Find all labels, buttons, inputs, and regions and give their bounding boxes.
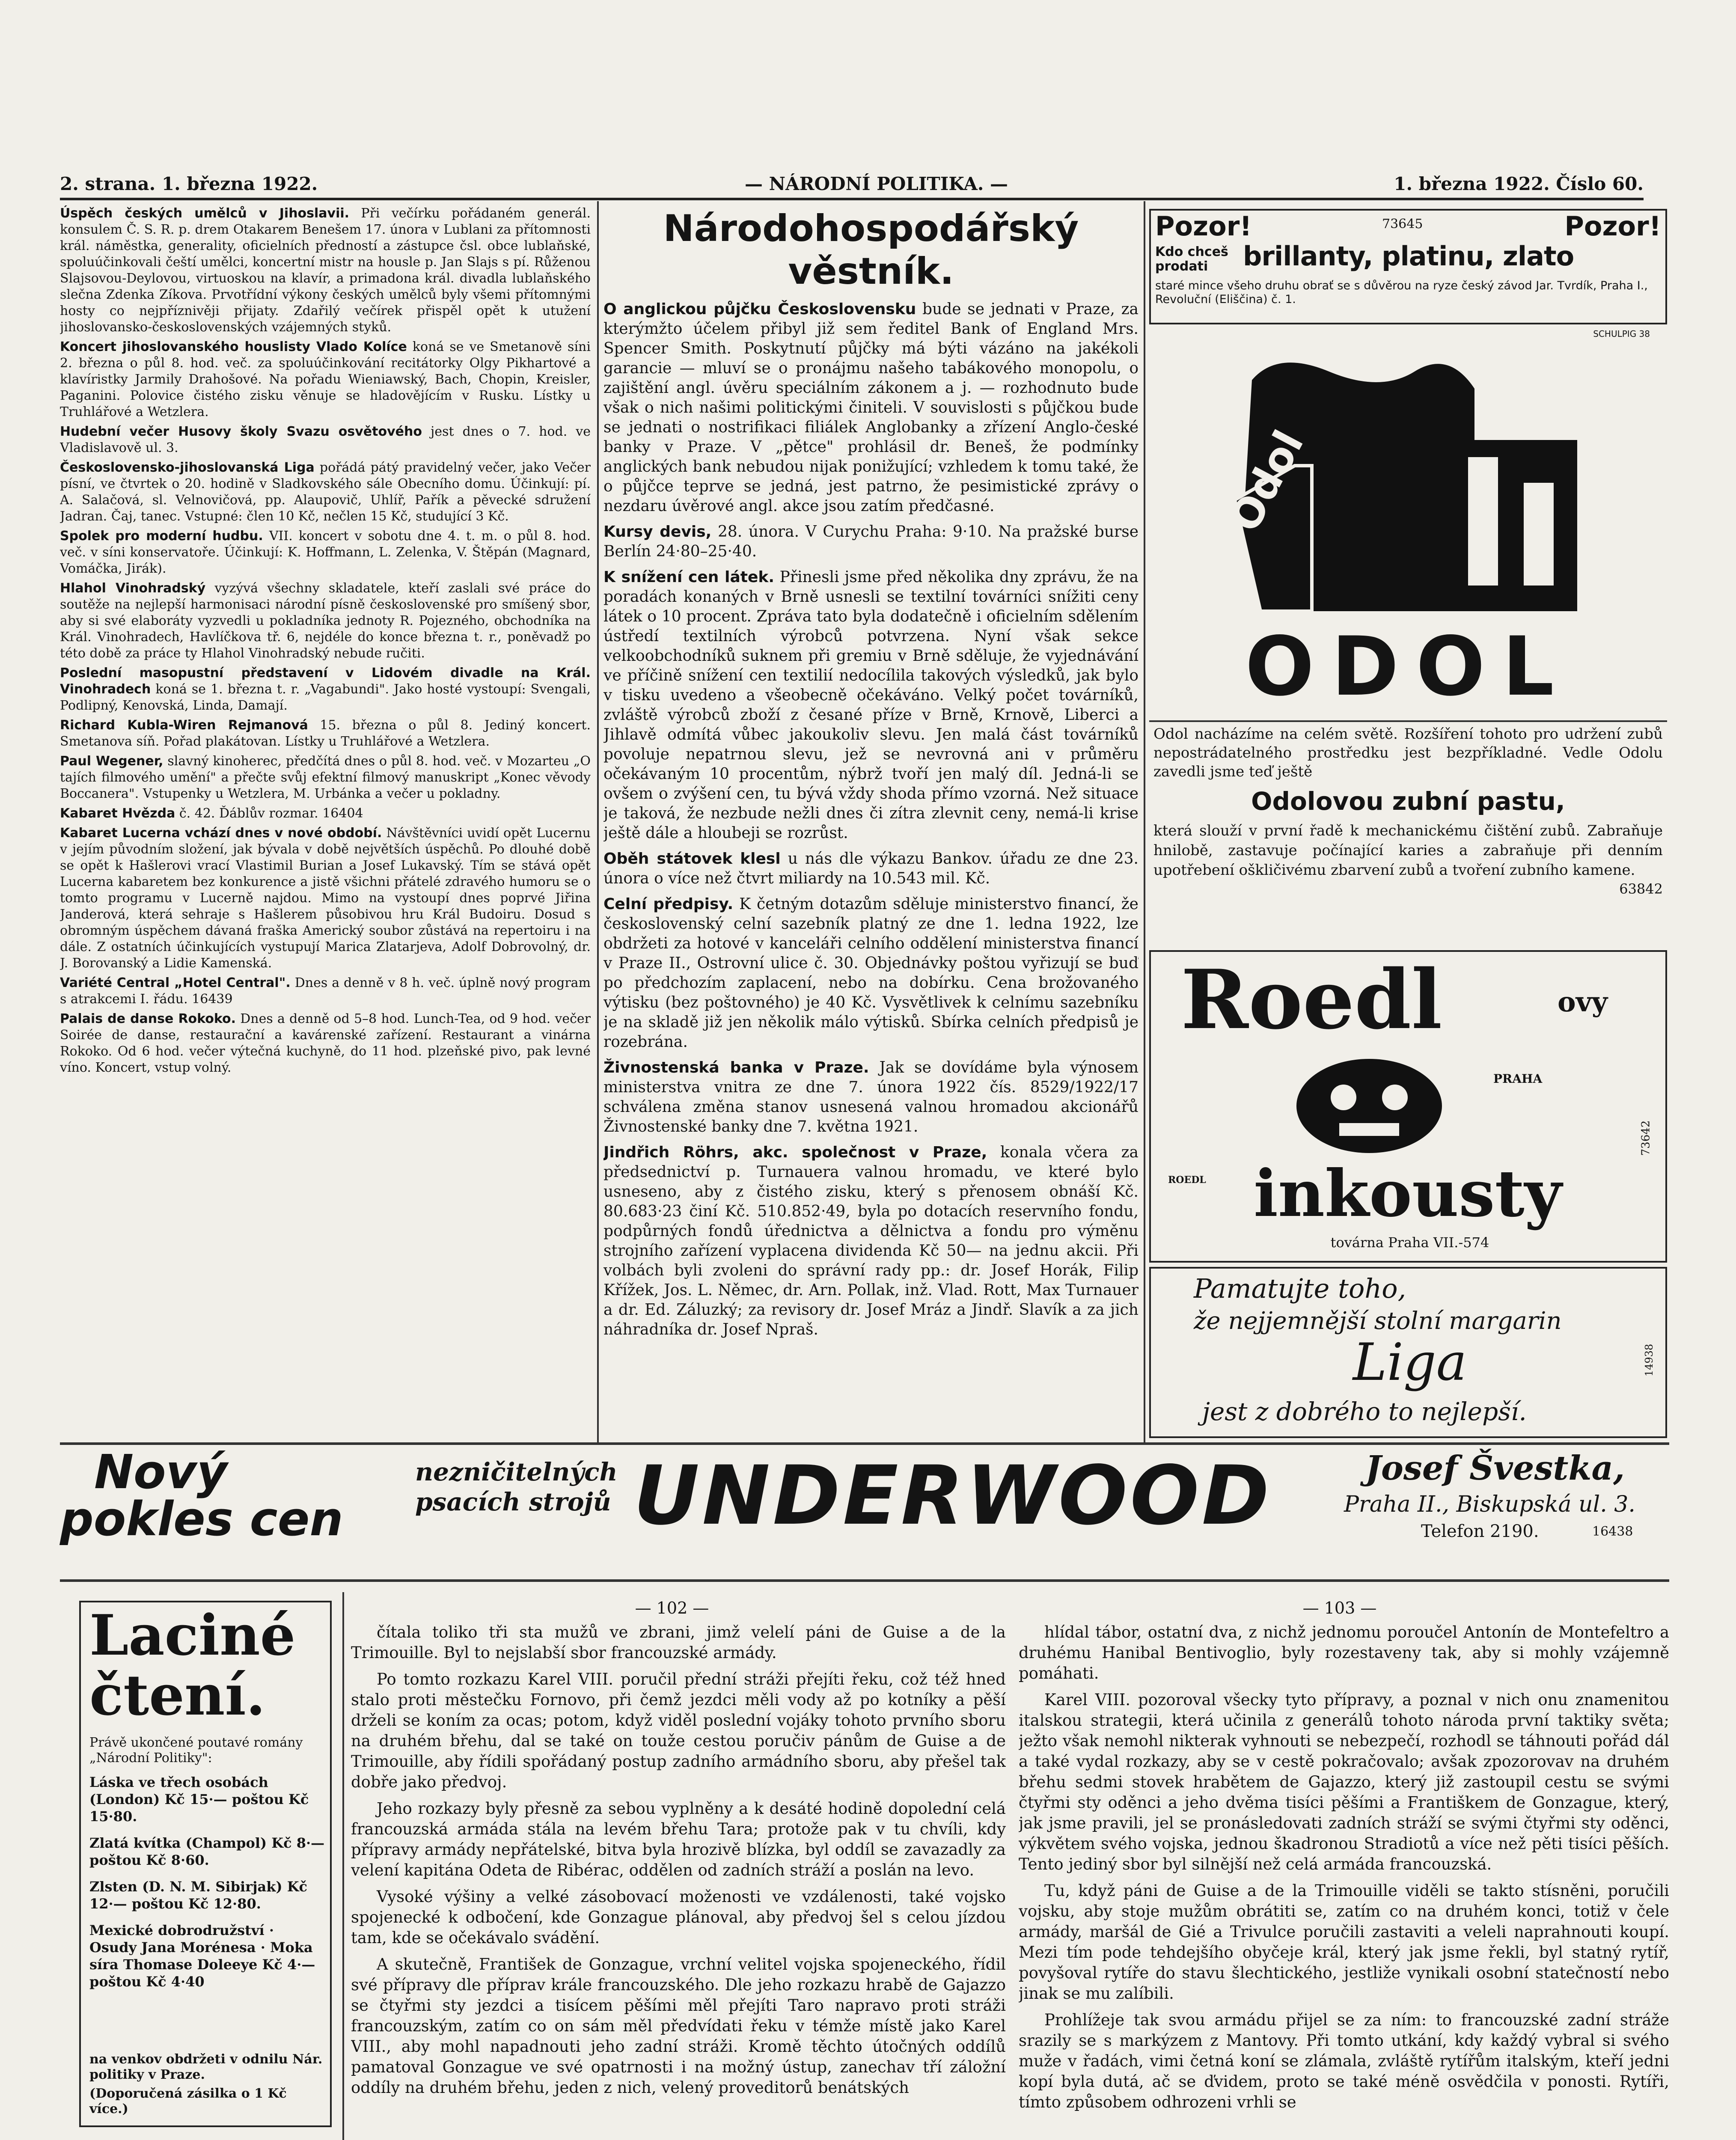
roedl-face-shape — [1296, 1059, 1442, 1153]
article-title: Richard Kubla-Wiren Rejmanová — [60, 718, 308, 733]
column-divider-2 — [1144, 201, 1145, 1442]
article-title: Kursy devis, — [603, 523, 712, 541]
ad-cteni-title2: čtení. — [89, 1662, 266, 1728]
ad-diamonds-text: staré mince všeho druhu obrať se s důvěrou na ryze český závod Jar. Tvrdík, Praha I., Revoluční (Eliščina) č. 1. — [1155, 279, 1648, 306]
article-text: Dnes a denně v 8 h. več. úplně nový program s atrakcemi I. řádu. 16439 — [60, 975, 591, 1007]
article-title: Variété Central „Hotel Central". — [60, 975, 291, 990]
article-paragraph — [603, 522, 1139, 562]
article-title: Spolek pro moderní hudbu. — [60, 529, 263, 544]
ad-liga-l2: že nejjemnější stolní margarin — [1194, 1307, 1562, 1335]
article-paragraph — [603, 1058, 1139, 1137]
article-paragraph — [60, 825, 591, 972]
ad-diamonds-lead: Kdo chceš prodati — [1155, 244, 1228, 274]
article-text: Přinesli jsme před několika dny zprávu, že na poradách konaných v Brně usnesli se textilní továrníci snížiti ceny látek o 10 procent. Zpráva tato byla dodatečně i oficielním sdělením ústředí textilních výrobců potvrzena. Nyní však sekce velkoobchodníků suknem při gremiu v Brně sděluje, že vyjednávání ve příčině snížení cen textilií nedocílila takových výsledků, jak bylo v tisku uvedeno a všeobecně očekáváno. Velký počet továrníků, zvláště výrobců zboží z česané příze v Brně, Krnově, Liberci a Jihlavě odmítá vůbec jakoukoliv slevu. Jen malá část továrníků povoluje nepatrnou slevu, jež se nevrovná ani v průměru očekávaným 10 procentům, nýbrž tvoří jen malý díl. Jedná-li se ovšem o zvýšení cen, tu bývá vždy shoda přímo vzorná. Než situace je taková, že nezbude nežli dnes či zítra zlevnit ceny, nemá-li krise ještě dále a hloubeji se rozrůst. — [603, 568, 1139, 842]
ad-cteni-item: Zlsten (D. N. M. Sibirjak) Kč 12·— poštou Kč 12·80. — [89, 1878, 308, 1912]
ad-cteni-item: Zlatá kvítka (Champol) Kč 8·— poštou Kč 8·60. — [89, 1835, 325, 1868]
ad-underwood-num: 16438 — [1592, 1524, 1633, 1539]
ad-odol-headline: Odolovou zubní pastu, — [1251, 787, 1565, 816]
ad-cteni-item: Mexické dobrodružství · Osudy Jana Morénesa · Moka síra Thomase Doleeye Kč 4·— poštou Kč 4·40 — [89, 1922, 315, 1990]
ad-liga-side: 14938 — [1643, 1343, 1655, 1377]
article-title: Kabaret Lucerna vchází dnes v nové období. — [60, 826, 382, 841]
ad-roedl-praha: PRAHA — [1493, 1072, 1543, 1086]
article-paragraph — [603, 895, 1139, 1052]
article-paragraph — [603, 568, 1139, 843]
article-text: Při večírku pořádaném generál. konsulem Č. S. R. p. drem Otakarem Benešem 17. února v Lublani za přítomnosti král. náměstka, generality, oficielních předností a zástupce čsl. obce lublaňské, spoluúčinkovali čeští umělci, koncertní mistr na housle p. Jan Slajs s pí. Růženou Slajsovou-Deylovou, virtuoskou na klavír, a primadona král. divadla lublaňského slečna Zdenka Zíkova. Prvotřídní výkony českých umělců byly všemi přítomnými hosty co nejpříznivěji přijaty. Zdařilý večírek přispěl opět k utužení jihoslovansko-československých vzájemných styků. — [60, 206, 591, 335]
article-title: Koncert jihoslovanského houslisty Vlado Kolíce — [60, 339, 407, 354]
ad-cteni-dop: (Doporučená zásilka o 1 Kč více.) — [89, 2086, 287, 2116]
ad-underwood-tel: Telefon 2190. — [1421, 1522, 1539, 1541]
article-text: bude se jednati v Praze, za kterýmžto účelem přibyl již sem ředitel Bank of England Mrs. Spencer Smith. Poskytnutí půjčky má býti vázáno na jakékoli garancie — mluví se o pronájmu našeho tabákového monopolu, o zajištění angl. úvěru speciálním zákonem a j. — rozhodnuto bude však o nich našimi politickými činiteli. V souvislosti s půjčkou bude se jednati o nostrifikaci filiálek Anglobanky a zřízení Anglo-české banky v Praze. V „pětce" prohlásil dr. Beneš, že podmínky anglických bank nebudou nijak ponižující; vzhledem k tomu také, že o půjčce teprve se jedná, jest patrno, že pesimistické zprávy o nezdaru úvěrové angl. akce jsou zatím předčasné. — [603, 300, 1139, 515]
ad-underwood-novy: Nový — [94, 1444, 228, 1499]
ad-underwood-firm: Josef Švestka, — [1365, 1449, 1625, 1488]
header-right: 1. března 1922. Číslo 60. — [1394, 173, 1644, 194]
header-left: 2. strana. 1. března 1922. — [60, 173, 318, 194]
ad-cteni — [79, 1601, 332, 2127]
ad-roedl-big: Roedl — [1181, 952, 1442, 1047]
economy-heading: Národohospodářský věstník. — [663, 207, 1079, 293]
ad-underwood-brand: UNDERWOOD — [633, 1448, 1272, 1543]
article-paragraph: Tu, když páni de Guise a de la Trimouille viděli se takto stísněni, poručili vojsku, aby stoje mužům obrátiti se, zatím co na druhém konci, totiž v čele armády, maršál de Gié a Trivulce poručili zastaviti a veleli naprahnouti koupí. Mezi tím pode tehdejšího obyčeje král, který jak jsme řekli, byl statný rytíř, povyšoval rytíře do stavu šlechtického, jestliže vynikali osobní statečností nebo jinak se mu zalíbili. — [1019, 1881, 1669, 2003]
ad-odol-bottle-text: Odol — [1220, 422, 1313, 540]
ad-roedl-brand: ROEDL — [1168, 1174, 1206, 1186]
column-economy — [603, 205, 1139, 1438]
article-text: Jak se dovídáme byla výnosem ministerstva vnitra ze dne 7. února 1922 čís. 8529/1922/17 schválena změna stanov usnesená valnou hromadou akcionářů Živnostenské banky dne 7. května 1921. — [603, 1059, 1139, 1135]
article-text: K četným dotazům sděluje ministerstvo financí, že československý celní sazebník platný ze dne 1. ledna 1922, lze obdržeti za hotové v kanceláři celního oddělení ministerstva financí v Praze II., Ostrovní ulice č. 30. Objednávky poštou vyřizují se buď po předchozím zaplacení, nebo na dobírku. Cena brožovaného výtisku (bez poštovného) je 40 Kč. Vysvětlivek k celnímu sazebníku je na skladě již jen několik málo výtisků. Sbírka celních předpisů je rozebrána. — [603, 895, 1139, 1051]
article-text: slavný kinoherec, předčítá dnes o půl 8. hod. več. v Mozarteu „O tajích filmového umění" a přečte svůj efektní filmový manuskript „Konec věvody Boccanera". Vstupenky u Wetzlera, M. Urbánka a večer u pokladny. — [60, 754, 591, 801]
ad-liga — [1149, 1267, 1667, 1438]
ad-liga-l4: jest z dobrého to nejlepší. — [1202, 1397, 1527, 1426]
ad-odol-text: Odol nacházíme na celém světě. Rozšíření tohoto pro udržení zubů nepostrádatelného prostředku jest bezpříkladné. Vedle Odolu zavedli jsme teď ještě — [1153, 725, 1663, 780]
article-title: O anglickou půjčku Československu — [603, 300, 916, 318]
article-text: konala včera za předsednictví p. Turnauera valnou hromadu, ve které bylo usneseno, aby z čistého zisku, který s přenosem obnáší Kč. 80.683·23 činí Kč. 510.852·49, byla po dotacích reservního fondu, podpůrných fondů úřednictva a dělnictva a fondu pro výměnu strojního zařízení vyplacena dividenda Kč 50— na jednu akcii. Při volbách byli zvoleni do správní rady pp.: dr. Josef Horák, Filip Křížek, Jos. L. Němec, dr. Arn. Pollak, inž. Vlad. Rott, Max Turnauer a dr. Ed. Záluzký; za revisory dr. Josef Mráz a Jindř. Slavík a za jich náhradníka dr. Josef Npraš. — [603, 1144, 1139, 1338]
ad-diamonds-big: brillanty, platinu, zlato — [1243, 241, 1574, 272]
ad-underwood — [60, 1444, 1669, 1577]
article-title: Hudební večer Husovy školy Svazu osvětového — [60, 424, 422, 439]
ad-roedl-factory: továrna Praha VII.-574 — [1330, 1234, 1489, 1251]
ad-cteni-intro: Právě ukončené poutavé romány „Národní Politiky": — [89, 1735, 303, 1766]
story-page-102: — 102 — — [635, 1599, 709, 1617]
article-text: jest dnes o 7. hod. ve Vladislavově ul. 3. — [60, 424, 591, 455]
article-paragraph: Jeho rozkazy byly přesně za sebou vyplněny a k desáté hodině dopolední celá francouzská armáda stála na levém břehu Tara; protože pak v tu chvíli, kdy přípravy armády nepřátelské, bitva byla hrozivě blízka, byl oddíl se zavazadly za velení kapitána Odeta de Ribérac, oddělen od zadních stráží a poslán na levo. — [351, 1799, 1006, 1879]
ad-odol-text2: která slouží v první řadě k mechanickému čištění zubů. Zabraňuje hnilobě, zastavuje počínající karies a zabraňuje při denním upotřebení oškličivému zbarvení zubů a tvoření zubního kamene. — [1153, 822, 1663, 879]
article-paragraph — [603, 300, 1139, 516]
ad-roedl-side: 73642 — [1639, 1120, 1653, 1156]
ad-odol-number: 63842 — [1619, 881, 1663, 897]
article-title: Paul Wegener, — [60, 754, 163, 769]
article-paragraph — [60, 717, 591, 750]
ad-odol-mark: SCHULPIG 38 — [1593, 329, 1650, 339]
article-paragraph: Vysoké výšiny a velké zásobovací moženosti ve vzdálenosti, také vojsko spojenecké k odbočení, kde Gonzague plánoval, aby předvoj šel s celou jízdou tam, kde se očekávalo svádění. — [351, 1887, 1006, 1947]
article-text: 28. února. V Curychu Praha: 9·10. Na pražské burse Berlín 24·80–25·40. — [603, 523, 1139, 560]
article-paragraph: Karel VIII. pozoroval všecky tyto přípravy, a poznal v nich onu znamenitou italskou strategii, která učinila z generálů tohoto národa první taktiky světa; ježto však nemohl nikterak vyhnouti se nebezpečí, rozhodl se táhnouti pořád dál a také vydal rozkazy, aby se v cestě pokračovalo; avšak zpozorovav na druhém břehu sedmi stovek hrabětem de Gajazzo, který již zastoupil cestu se svými čtyřmi sty oděnci a jeho dvěma tisíci pěšími a Františkem de Gonzague, který, jak jsme pravili, jel se pronásledovati zadních stráží se svými čtyřmi sty oděnci, výkvětem svého vojska, jednou škadronou Stradiotů a více než pěti tisíci pěších. Tento jediný sbor byl silnější než celá armáda francouzská. — [1019, 1691, 1669, 1873]
article-text: Dnes a denně od 5–8 hod. Lunch-Tea, od 9 hod. večer Soirée de danse, restaurační a kavárenské zařízení. Restaurant a vinárna Rokoko. Od 6 hod. večer výtečná kuchyně, do 11 hod. plzeňské pivo, pak levné víno. Koncert, vstup volný. — [60, 1011, 591, 1075]
article-title: Hlahol Vinohradský — [60, 581, 206, 596]
article-paragraph — [60, 424, 591, 456]
ad-cteni-foot: na venkov obdržeti v odnilu Nár. politiky v Praze. — [89, 2052, 323, 2082]
ad-odol — [1149, 329, 1667, 941]
story-page-103: — 103 — — [1302, 1599, 1377, 1617]
ad-cteni-title1: Laciné — [89, 1602, 296, 1668]
article-text: Návštěvníci uvidí opět Lucernu v jejím původním složení, jak bývala v době největších úspěchů. Po dlouhé době se opět k Hašlerovi vrací Vlastimil Burian a Josef Lukavský. Tím se stává opět Lucerna kabaretem bez konkurence a jistě všichni přátelé zdravého humoru se o tomto programu v Lucerně najdou. Mimo na vystoupí dnes poprvé Jiřina Janderová, která sehraje s Hašlerem působivou hru Král Budoiru. Dosud s obromným úspěchem dávaná fraška Americký soubor zůstává na repertoiru i na dále. Z ostatních účinkujících vystupují Marica Zlatarjeva, Adolf Dobrovolný, dr. J. Borovanský a Lidie Kamenská. — [60, 826, 591, 971]
article-paragraph — [60, 205, 591, 336]
story-column-2 — [1019, 1622, 1669, 2140]
article-paragraph — [60, 528, 591, 577]
article-text: č. 42. Ďáblův rozmar. 16404 — [179, 806, 363, 821]
ad-underwood-psac: psacích strojů — [415, 1487, 611, 1516]
article-paragraph: čítala toliko tři sta mužů ve zbrani, jimž velelí páni de Guise a de la Trimouille. Byl to nejslabší sbor francouzské armády. — [351, 1623, 1006, 1662]
article-text: pořádá pátý pravidelný večer, jako Večer písní, ve čtvrtek o 20. hodině v Sladkovského sále Obecního domu. Účinkují: pí. A. Salačová, sl. Velnovičová, pp. Alaupovič, Uhlíř, Pařík a pěvecké sdružení Jadran. Čaj, tanec. Vstupné: člen 10 Kč, nečlen 15 Kč, studující 3 Kč. — [60, 460, 591, 524]
article-title: Jindřich Röhrs, akc. společnost v Praze, — [603, 1144, 987, 1161]
ad-underwood-addr: Praha II., Biskupská ul. 3. — [1344, 1492, 1635, 1517]
article-title: Živnostenská banka v Praze. — [603, 1059, 869, 1076]
ad-liga-l1: Pamatujte toho, — [1194, 1273, 1406, 1304]
story-column-1 — [351, 1622, 1006, 2140]
ad-diamonds-number: 73645 — [1382, 217, 1423, 232]
article-paragraph — [60, 805, 591, 822]
page-header — [60, 173, 1644, 196]
ad-odol-logo: ODOL — [1245, 619, 1571, 714]
article-paragraph: Po tomto rozkazu Karel VIII. poručil přední stráži přejíti řeku, což též hned stalo proti městečku Fornovo, při čemž jezdci měli vody až po kotníky a pěší drželi se koním za ocas; potom, když viděl poslední vojáky tohoto prvního sboru na druhém břehu, dal se také on touže cestou poručiv pánům de Guise a de Trimouille, aby řídili spořádaný postup zadního armádního sboru, aby přešel tak dobře jako předvoj. — [351, 1670, 1006, 1791]
article-paragraph — [60, 460, 591, 525]
article-paragraph — [603, 849, 1139, 889]
article-paragraph — [60, 580, 591, 662]
header-rule — [60, 198, 1644, 200]
article-title: Úspěch českých umělců v Jihoslavii. — [60, 206, 350, 221]
header-center: — NÁRODNÍ POLITIKA. — — [745, 173, 1008, 194]
article-paragraph: A skutečně, František de Gonzague, vrchní velitel vojska spojeneckého, řídil své přípravy dle příprav krále francouzského. Dle jeho rozkazu hrabě de Gajazzo se čtyřmi sty jezdci a tisícem pěšími měl přejíti Taro napravo proti stráži francouzským, zatím co on sám měl předvídati řeku v témže místě jako Karel VIII., aby mohl napadnouti jeho zadní stráži. Kromě těchto útočných oddílů pamatoval Gonzague ve své opatrnosti i na možný ústup, zanechav tří záložní oddíly na druhém břehu, jeden z nich, velený proveditorů benátských — [351, 1955, 1006, 2097]
article-paragraph — [603, 1143, 1139, 1340]
ad-pozor-left: Pozor! — [1155, 211, 1252, 242]
article-title: Poslední masopustní představení v Lidovém divadle na Král. Vinohradech — [60, 666, 591, 697]
article-paragraph — [60, 975, 591, 1008]
article-text: koná se ve Smetanově síni 2. března o půl 8. hod. več. za spoluúčinkování recitátorky Olgy Pikhartové a klavíristky Jarmily Drahošové. Na pořadu Wieniawský, Bach, Chopin, Kreisler, Paganini. Polovice čistého zisku věnuje se hladovějícím v Rusku. Lístky u Truhlářové a Wetzlera. — [60, 339, 591, 419]
article-title: K snížení cen látek. — [603, 568, 775, 586]
article-paragraph — [60, 1011, 591, 1076]
article-text: 15. března o půl 8. Jediný koncert. Smetanova síň. Pořad plakátovan. Lístky u Truhlářové a Wetzlera. — [60, 718, 591, 749]
ad-underwood-pokles: pokles cen — [60, 1492, 343, 1546]
article-title: Kabaret Hvězda — [60, 806, 175, 821]
article-paragraph: hlídal tábor, ostatní dva, z nichž jednomu poroučel Antonín de Montefeltro a druhému Hanibal Bentivoglio, byly rozestaveny tak, aby si mohly vzájemně pomáhati. — [1019, 1623, 1669, 1682]
ad-pozor-right: Pozor! — [1564, 211, 1661, 242]
column-culture — [60, 205, 591, 1438]
roedl-face-illustration — [1279, 1055, 1459, 1166]
ad-roedl-ink: inkousty — [1254, 1156, 1562, 1231]
article-text: VII. koncert v sobotu dne 4. t. m. o půl 8. hod. več. v síni konservatoře. Účinkují: K. Hoffmann, L. Zelenka, V. Štěpán (Magnard, Vomáčka, Jirák). — [60, 529, 591, 576]
article-text: koná se 1. března t. r. „Vagabundi". Jako hosté vystoupí: Svengali, Podlipný, Kenovská, Linda, Damají. — [60, 682, 591, 713]
article-paragraph — [60, 665, 591, 714]
article-text: u nás dle výkazu Bankov. úřadu ze dne 23. února o více než čtvrt miliardy na 10.543 mil. Kč. — [603, 850, 1139, 887]
article-text: vyzývá všechny skladatele, kteří zaslali své práce do soutěže na nejlepší harmonisaci národní písně československé pro smíšený sbor, aby si své elaboráty vyzvedli u pokladníka jednoty R. Pojezného, obchodníka na Král. Vinohradech, Havlíčkova tř. 6, nejdéle do konce března t. r., poněvadž po této době za práce ty Hlahol Vinohradský nebude ručiti. — [60, 581, 591, 661]
article-title: Oběh státovek klesl — [603, 850, 781, 868]
ad-underwood-nezn: nezničitelných — [415, 1457, 618, 1486]
ad-roedl-ovy: ovy — [1558, 986, 1608, 1018]
article-title: Palais de danse Rokoko. — [60, 1011, 236, 1026]
column-divider — [597, 201, 599, 1442]
article-title: Celní předpisy. — [603, 895, 734, 913]
article-paragraph — [60, 339, 591, 420]
ad-roedl — [1149, 950, 1667, 1263]
article-paragraph — [60, 753, 591, 802]
article-paragraph: Prohlížeje tak svou armádu přijel se za ním: to francouzské zadní stráže srazily se s markýzem z Mantovy. Při tomto utkání, kdy každý vybral si svého muže v řadách, vimi četná koní se zlámala, zvláště rytířům italským, kteří jedni kopí byla dutá, ač se ďvidem, proto se také méně osvědčila v ponosti. Rytíři, tímto způsobem odhrozeni vrhli se — [1019, 2011, 1669, 2111]
article-title: Československo-jihoslovanská Liga — [60, 460, 315, 475]
ad-diamonds — [1149, 209, 1667, 324]
ad-liga-l3: Liga — [1353, 1333, 1467, 1392]
ad-cteni-item: Láska ve třech osobách (London) Kč 15·— poštou Kč 15·80. — [89, 1774, 309, 1825]
